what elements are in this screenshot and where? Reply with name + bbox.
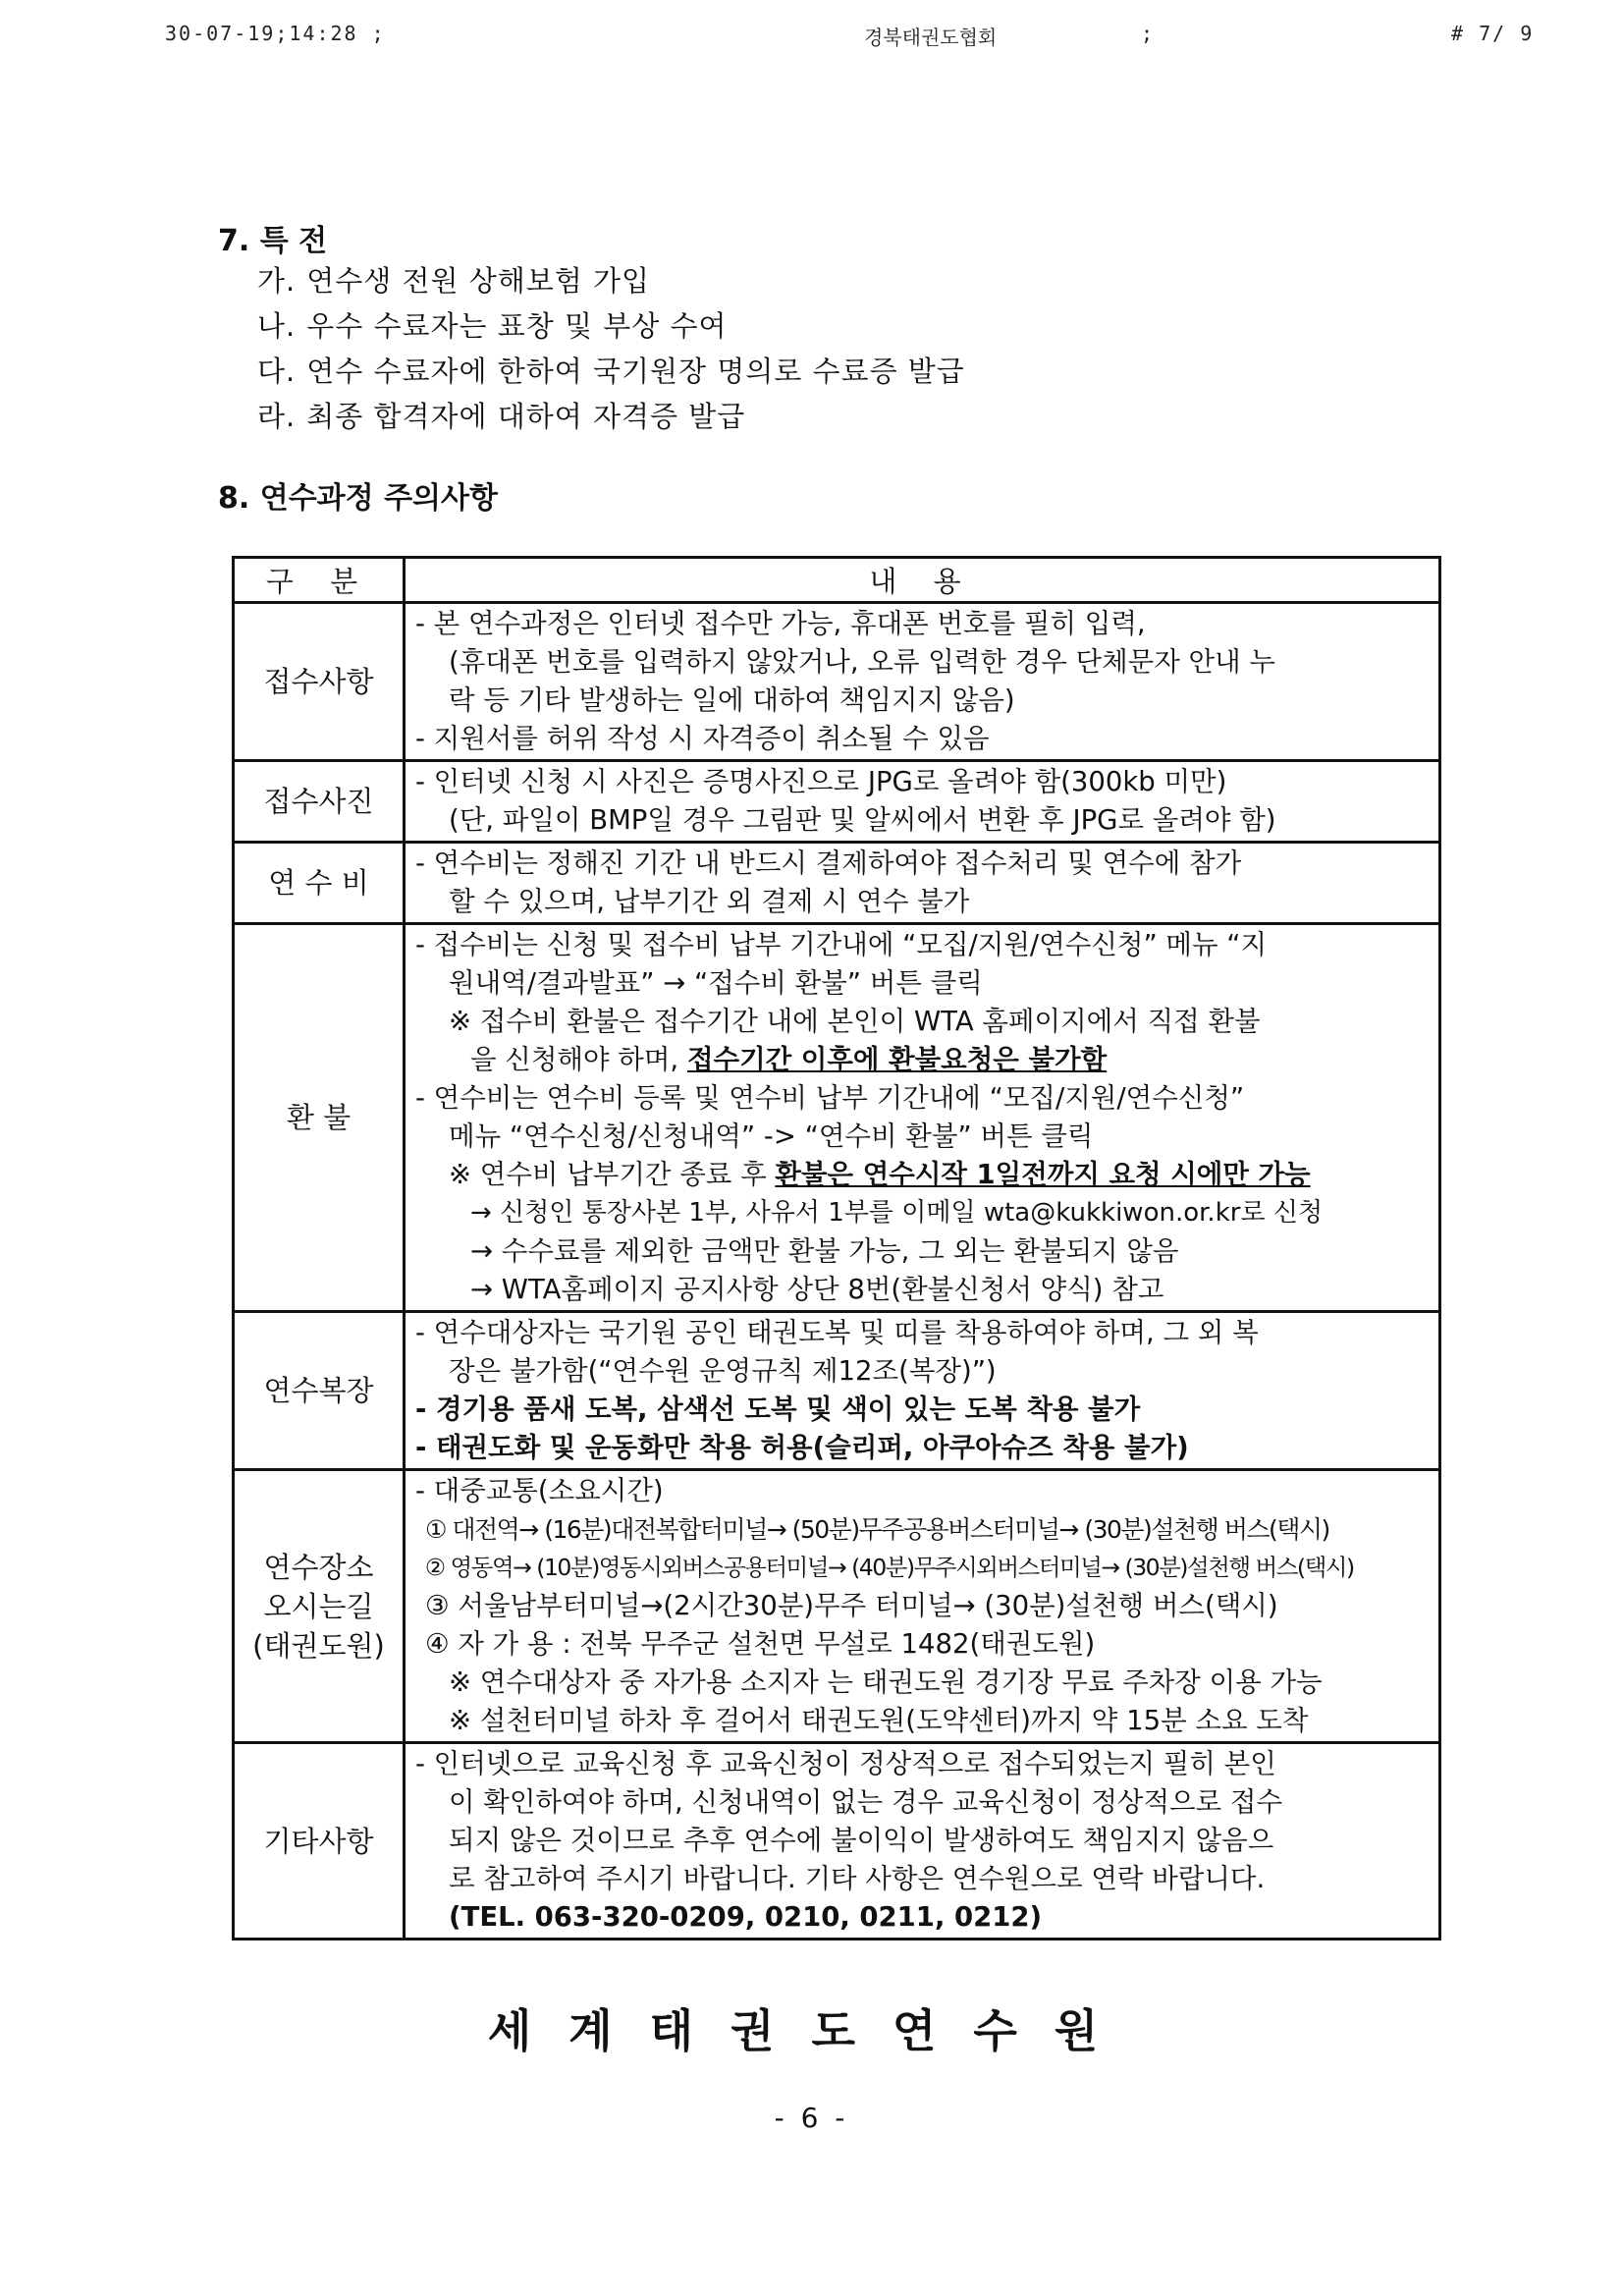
fax-page-count: # 7/ 9 <box>1451 22 1535 45</box>
header-category: 구 분 <box>234 558 405 603</box>
list-item <box>257 304 728 345</box>
section-7-title: 7. 특 전 <box>218 224 328 258</box>
row-content <box>405 843 1440 924</box>
category-label: 연수복장 <box>263 1374 374 1407</box>
category-label: 연수장소 <box>263 1550 374 1584</box>
category-label: 기타사항 <box>263 1824 374 1858</box>
issuer-signature: 세계태권도연수원 <box>487 2004 1136 2057</box>
table-header-row <box>234 558 1440 603</box>
page-number: - 6 - <box>774 2102 849 2134</box>
row-category <box>234 603 405 761</box>
category-label: 오시는길 <box>263 1589 374 1623</box>
content-line: 이 확인하여야 하며, 신청내역이 없는 경우 교육신청이 정상적으로 접수 <box>449 1786 1283 1818</box>
content-line: 할 수 있으며, 납부기간 외 결제 시 연수 불가 <box>449 886 970 917</box>
list-marker: 라. <box>257 400 297 433</box>
table-row <box>234 761 1440 843</box>
table-row <box>234 1470 1440 1743</box>
content-line: → 수수료를 제외한 금액만 환불 가능, 그 외는 환불되지 않음 <box>470 1235 1179 1267</box>
content-line: 장은 불가함(“연수원 운영규칙 제12조(복장)”) <box>449 1355 997 1387</box>
row-category <box>234 1312 405 1470</box>
category-label: 환 불 <box>286 1101 352 1134</box>
table-row <box>234 1743 1440 1940</box>
row-category <box>234 843 405 924</box>
content-line: ※ 설천터미널 하차 후 걸어서 태권도원(도약센터)까지 약 15분 소요 도착 <box>449 1705 1309 1736</box>
content-line: - 대중교통(소요시간) <box>415 1475 664 1506</box>
content-line: (단, 파일이 BMP일 경우 그림판 및 알씨에서 변환 후 JPG로 올려야 함) <box>449 804 1276 836</box>
content-line: (휴대폰 번호를 입력하지 않았거나, 오류 입력한 경우 단체문자 안내 누 <box>449 646 1275 678</box>
content-line: - 연수대상자는 국기원 공인 태권도복 및 띠를 착용하여야 하며, 그 외 복 <box>415 1317 1259 1348</box>
content-line: - 경기용 품새 도복, 삼색선 도복 및 색이 있는 도복 착용 불가 <box>415 1394 1141 1425</box>
list-item <box>257 259 650 300</box>
content-line: 원내역/결과발표” → “접수비 환불” 버튼 클릭 <box>449 967 983 999</box>
row-content <box>405 603 1440 761</box>
content-text: 을 신청해야 하며, <box>470 1044 679 1075</box>
fax-sender: 경북태권도협회 <box>864 26 998 49</box>
content-line: - 연수비는 연수비 등록 및 연수비 납부 기간내에 “모집/지원/연수신청” <box>415 1082 1245 1114</box>
list-marker: 나. <box>257 309 297 343</box>
table-row <box>234 843 1440 924</box>
row-category <box>234 761 405 843</box>
content-line: (TEL. 063-320-0209, 0210, 0211, 0212) <box>449 1901 1043 1933</box>
content-line: ② 영동역→ (10분)영동시외버스공용터미널→ (40분)무주시외버스터미널→ (30분)설천행 버스(택시) <box>425 1554 1354 1581</box>
row-category <box>234 1743 405 1940</box>
content-line: ④ 자 가 용 : 전북 무주군 설천면 무설로 1482(태권도원) <box>425 1628 1096 1660</box>
table-row <box>234 924 1440 1312</box>
content-line: - 접수비는 신청 및 접수비 납부 기간내에 “모집/지원/연수신청” 메뉴 “지 <box>415 929 1268 960</box>
list-text: 연수생 전원 상해보험 가입 <box>306 264 651 298</box>
row-content <box>405 1470 1440 1743</box>
category-label: (태권도원) <box>252 1628 385 1663</box>
notice-table <box>232 556 1441 1941</box>
content-line: ③ 서울남부터미널→(2시간30분)무주 터미널→ (30분)설천행 버스(택시) <box>425 1590 1278 1621</box>
content-line: 락 등 기타 발생하는 일에 대하여 책임지지 않음) <box>449 684 1015 716</box>
table-row <box>234 603 1440 761</box>
list-text: 연수 수료자에 한하여 국기원장 명의로 수료증 발급 <box>306 355 965 388</box>
content-line: - 본 연수과정은 인터넷 접수만 가능, 휴대폰 번호를 필히 입력, <box>415 608 1146 639</box>
content-line: 되지 않은 것이므로 추후 연수에 불이익이 발생하여도 책임지지 않음으 <box>449 1825 1274 1856</box>
fax-timestamp: 30-07-19;14:28 ; <box>165 22 386 45</box>
content-line: ※ 접수비 환불은 접수기간 내에 본인이 WTA 홈페이지에서 직접 환불 <box>449 1006 1261 1037</box>
list-text: 우수 수료자는 표창 및 부상 수여 <box>306 309 728 343</box>
content-line: → WTA홈페이지 공지사항 상단 8번(환불신청서 양식) 참고 <box>470 1274 1164 1305</box>
table-row <box>234 1312 1440 1470</box>
content-line: → 신청인 통장사본 1부, 사유서 1부를 이메일 wta@kukkiwon.or.kr로 신청 <box>470 1198 1324 1228</box>
row-content <box>405 1743 1440 1940</box>
content-line: - 인터넷 신청 시 사진은 증명사진으로 JPG로 올려야 함(300kb 미만) <box>415 766 1227 797</box>
content-line <box>415 1156 1425 1194</box>
row-content <box>405 761 1440 843</box>
list-item <box>257 350 965 390</box>
content-line: 메뉴 “연수신청/신청내역” -> “연수비 환불” 버튼 클릭 <box>449 1121 1094 1152</box>
content-line: 로 참고하여 주시기 바랍니다. 기타 사항은 연수원으로 연락 바랍니다. <box>449 1863 1266 1894</box>
header-content: 내 용 <box>405 558 1440 603</box>
content-line: - 인터넷으로 교육신청 후 교육신청이 정상적으로 접수되었는지 필히 본인 <box>415 1748 1276 1779</box>
list-item <box>257 395 745 435</box>
row-content <box>405 1312 1440 1470</box>
category-label: 접수사항 <box>263 665 374 698</box>
list-marker: 다. <box>257 355 297 388</box>
content-line: ※ 연수대상자 중 자가용 소지자 는 태권도원 경기장 무료 주차장 이용 가능 <box>449 1667 1323 1698</box>
fax-separator: ; <box>1141 22 1156 45</box>
row-category <box>234 1470 405 1743</box>
category-label: 접수사진 <box>263 785 374 818</box>
row-content <box>405 924 1440 1312</box>
content-line: ① 대전역→ (16분)대전복합터미널→ (50분)무주공용버스터미널→ (30분)설천행 버스(택시) <box>425 1515 1329 1544</box>
section-8-title: 8. 연수과정 주의사항 <box>218 481 498 516</box>
row-category <box>234 924 405 1312</box>
content-line: - 연수비는 정해진 기간 내 반드시 결제하여야 접수처리 및 연수에 참가 <box>415 847 1242 879</box>
list-marker: 가. <box>257 264 297 298</box>
content-line <box>415 1041 1425 1079</box>
category-label: 연 수 비 <box>268 866 369 900</box>
emphasis-text: 접수기간 이후에 환불요청은 불가함 <box>686 1044 1108 1075</box>
emphasis-text: 환불은 연수시작 1일전까지 요청 시에만 가능 <box>775 1159 1311 1190</box>
content-text: ※ 연수비 납부기간 종료 후 <box>449 1159 767 1190</box>
list-text: 최종 합격자에 대하여 자격증 발급 <box>306 400 746 433</box>
content-line: - 지원서를 허위 작성 시 자격증이 취소될 수 있음 <box>415 723 990 754</box>
content-line: - 태권도화 및 운동화만 착용 허용(슬리퍼, 아쿠아슈즈 착용 불가) <box>415 1432 1189 1463</box>
